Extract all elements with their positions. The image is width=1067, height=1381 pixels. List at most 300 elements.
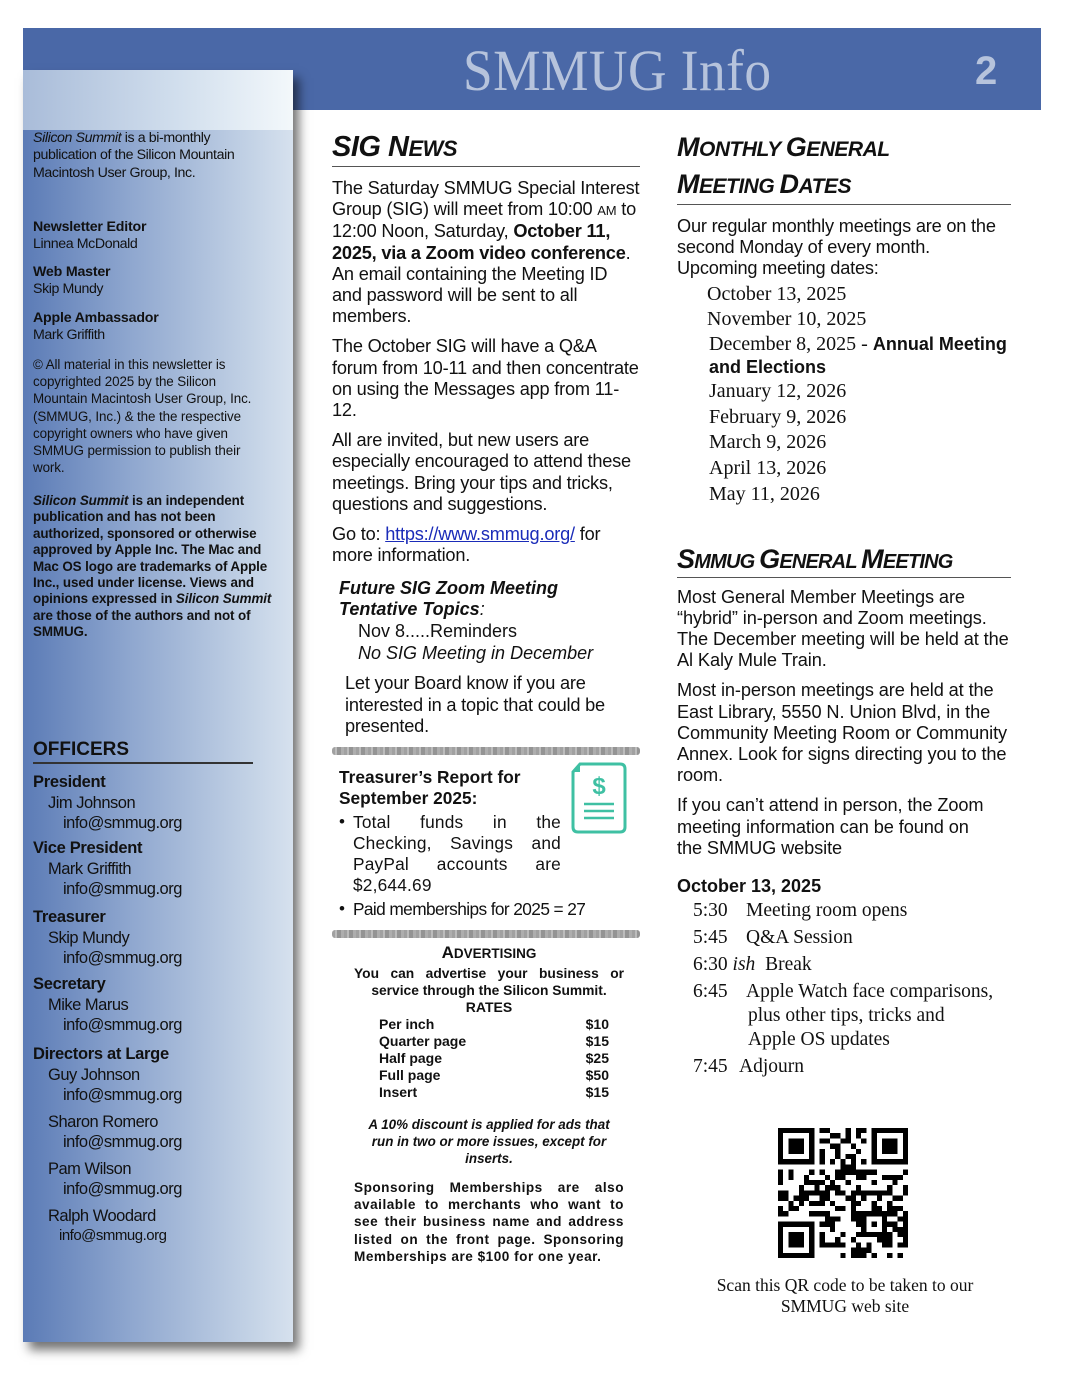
heading-part: M [677,132,699,162]
heading-part: ENERAL [806,138,890,161]
qr-module [861,1227,866,1232]
qr-module [783,1159,788,1164]
agenda-list [677,899,1011,1079]
director-email[interactable]: info@smmug.org [63,1180,182,1198]
qr-module [872,1128,877,1133]
qr-module [783,1211,788,1216]
qr-module [887,1253,892,1258]
qr-module [872,1206,877,1211]
qr-module [851,1201,856,1206]
rate-item: Insert [379,1084,418,1101]
qr-module [872,1211,877,1216]
qr-module [856,1185,861,1190]
qr-module [820,1138,825,1143]
bullet-text: Paid memberships for 2025 = 27 [353,899,586,920]
qr-module [783,1196,788,1201]
qr-module [903,1190,908,1195]
qr-module [903,1237,908,1242]
qr-module [882,1128,887,1133]
qr-module [820,1201,825,1206]
qr-module [804,1180,809,1185]
director-email[interactable]: info@smmug.org [59,1227,167,1244]
director-name: Guy Johnson [48,1065,140,1084]
qr-module [788,1232,793,1237]
page-title: SMMUG Info [463,38,772,103]
heading-part: A [441,943,454,963]
qr-module [830,1201,835,1206]
staff-name: Skip Mundy [33,281,104,298]
qr-module [856,1133,861,1138]
qr-module [809,1222,814,1227]
qr-module [892,1211,897,1216]
qr-module [835,1216,840,1221]
qr-module [903,1159,908,1164]
section-divider [332,930,640,938]
qr-module [804,1222,809,1227]
qr-module [788,1222,793,1227]
meetings-column [677,130,1011,1079]
qr-module [892,1128,897,1133]
sig-date-bold: October 11, 2025, via a Zoom video conference [332,221,626,263]
rate-price: $15 [585,1033,609,1050]
qr-module [783,1128,788,1133]
intro-text: is a bi-monthly publication of the Silicon Mountain Macintosh User Group, Inc. [33,130,235,181]
publication-name: Silicon Summit [33,130,122,146]
qr-module [887,1211,892,1216]
officer-role: Vice President [33,839,143,857]
qr-module [887,1185,892,1190]
qr-module [856,1149,861,1154]
qr-module [851,1206,856,1211]
qr-module [820,1211,825,1216]
qr-module [825,1185,830,1190]
meeting-date: December 8, 2025 - [709,333,873,356]
qr-module [835,1185,840,1190]
monthly-meeting-heading [677,130,1011,204]
qr-module [887,1159,892,1164]
officer-vice-president [33,838,263,900]
qr-module [799,1144,804,1149]
qr-module [877,1159,882,1164]
qr-module [840,1253,845,1258]
bullet-text: Total funds in the Checking, Savings and PayPal accounts are $2,644.69 [353,812,561,896]
qr-module [794,1237,799,1242]
qr-module [840,1170,845,1175]
agenda-text: Apple OS updates [748,1028,890,1050]
qr-module [788,1128,793,1133]
qr-module [872,1138,877,1143]
qr-module [903,1211,908,1216]
meeting-date: April 13, 2026 [709,457,827,480]
qr-module [778,1222,783,1227]
rate-row [379,1050,609,1067]
qr-module [840,1138,845,1143]
qr-module [903,1128,908,1133]
qr-module [892,1180,897,1185]
general-paragraph-3: If you can’t attend in person, the Zoom meeting information can be found on the SMMUG website [677,795,984,858]
staff-ambassador [33,310,263,345]
qr-module [903,1227,908,1232]
qr-module [861,1196,866,1201]
qr-module [866,1190,871,1195]
board-note: Let your Board know if you are interested in a topic that could be presented. [345,673,605,736]
text: . An email containing the Meeting ID and password will be sent to all members. [332,242,631,327]
qr-module [825,1175,830,1180]
qr-module [778,1128,783,1133]
qr-module [861,1222,866,1227]
qr-module [804,1196,809,1201]
qr-module [877,1206,882,1211]
qr-module [851,1144,856,1149]
rate-item: Per inch [379,1016,435,1033]
qr-module [820,1242,825,1247]
qr-module [778,1170,783,1175]
officer-role: Treasurer [33,908,106,926]
rates-label: RATES [465,999,513,1016]
staff-role: Apple Ambassador [33,310,159,326]
agenda-item [693,980,1011,1052]
qr-module [856,1190,861,1195]
qr-module [872,1149,877,1154]
qr-module [872,1144,877,1149]
qr-module [835,1149,840,1154]
qr-module [877,1232,882,1237]
qr-module [882,1138,887,1143]
qr-module [892,1227,897,1232]
qr-module [788,1242,793,1247]
publication-name: Silicon Summit [33,493,129,508]
qr-module [835,1144,840,1149]
rate-price: $50 [585,1067,609,1084]
qr-module [804,1190,809,1195]
heading-part: SIG N [332,131,409,163]
qr-module [820,1159,825,1164]
qr-module [799,1196,804,1201]
qr-module [856,1242,861,1247]
qr-code[interactable] [778,1128,908,1258]
qr-module [887,1138,892,1143]
disclaimer-text: is an independent publication and has not been authorized, sponsored or otherwise approved by Apple Inc. The Mac and Mac OS logo are trademarks of Apple Inc., used under license. Views and opinions expressed in [33,493,268,607]
qr-module [872,1180,877,1185]
qr-module [814,1201,819,1206]
qr-module [872,1154,877,1159]
director-email[interactable]: info@smmug.org [63,1086,182,1104]
qr-module [794,1196,799,1201]
qr-module [835,1133,840,1138]
agenda-text: plus other tips, tricks and [748,1004,945,1026]
meeting-date: January 12, 2026 [709,380,847,403]
officers-heading: OFFICERS [33,738,253,764]
qr-module [778,1196,783,1201]
qr-module [882,1190,887,1195]
agenda-text: Break [765,953,812,975]
qr-module [903,1222,908,1227]
qr-module [898,1159,903,1164]
agenda-date: October 13, 2025 [677,875,822,896]
qr-module [820,1237,825,1242]
heading-part: G [759,543,780,574]
text: Future SIG Zoom Meeting Tentative Topics [339,578,558,620]
qr-module [866,1248,871,1253]
agenda-time: 7:45 [693,1055,728,1077]
officer-secretary [33,974,263,1036]
meeting-date-december [707,333,1011,379]
qr-module [825,1242,830,1247]
qr-module [825,1211,830,1216]
qr-module [778,1133,783,1138]
qr-module [892,1206,897,1211]
rate-row [379,1033,609,1050]
meeting-date: November 10, 2025 [707,308,867,331]
qr-module [825,1138,830,1143]
qr-module [809,1237,814,1242]
qr-module [794,1232,799,1237]
staff-role: Newsletter Editor [33,219,147,235]
rate-row [379,1067,609,1084]
qr-module [882,1222,887,1227]
qr-module [799,1242,804,1247]
qr-module [882,1237,887,1242]
bullet-icon: • [339,812,345,832]
qr-module [809,1133,814,1138]
agenda-text: Q&A Session [746,926,853,948]
qr-module [892,1175,897,1180]
qr-module [882,1175,887,1180]
qr-module [856,1253,861,1258]
sig-news-column [332,130,640,1265]
qr-module [861,1159,866,1164]
qr-module [903,1242,908,1247]
qr-module [799,1222,804,1227]
future-topic-1: Nov 8.....Reminders [358,621,518,642]
discount-note: A 10% discount is applied for ads that run in two or more issues, except for inserts. [368,1117,610,1167]
text: : [479,599,485,620]
rate-price: $25 [585,1050,609,1067]
qr-module [788,1237,793,1242]
qr-module [903,1185,908,1190]
qr-module [856,1222,861,1227]
qr-module [820,1128,825,1133]
qr-module [809,1242,814,1247]
officer-name: Mark Griffith [48,859,132,878]
qr-module [851,1253,856,1258]
advertising-intro: You can advertise your business or service through the Silicon Summit. [354,966,624,999]
qr-module [856,1248,861,1253]
advertising-heading [354,942,624,965]
qr-module [783,1222,788,1227]
meeting-date: May 11, 2026 [709,482,820,505]
qr-module [851,1190,856,1195]
qr-module [887,1149,892,1154]
qr-module [840,1206,845,1211]
qr-module [877,1237,882,1242]
qr-module [825,1196,830,1201]
qr-module [788,1175,793,1180]
qr-module [799,1128,804,1133]
agenda-item [693,926,1011,950]
qr-module [794,1138,799,1143]
heading-part: EWS [408,136,458,161]
qr-module [846,1133,851,1138]
qr-module [887,1222,892,1227]
qr-module [903,1154,908,1159]
rate-item: Half page [379,1050,443,1067]
qr-module [820,1154,825,1159]
heading-part: MMUG [694,550,760,573]
officer-email[interactable]: info@smmug.org [63,880,182,898]
qr-module [809,1180,814,1185]
qr-module [794,1144,799,1149]
heading-part: EETING [882,550,953,573]
qr-module [830,1180,835,1185]
qr-module [856,1128,861,1133]
qr-module [903,1216,908,1221]
qr-module [809,1144,814,1149]
qr-module [898,1128,903,1133]
qr-module [898,1242,903,1247]
qr-module [903,1170,908,1175]
qr-module [887,1201,892,1206]
heading-part: ENERAL [779,550,862,573]
qr-module [877,1196,882,1201]
qr-module [872,1222,877,1227]
heading-part: EETING [699,175,780,198]
qr-module [778,1144,783,1149]
future-topics-heading [332,578,640,620]
qr-module [830,1216,835,1221]
qr-module [887,1237,892,1242]
sig-news-heading [332,130,640,167]
qr-module [877,1211,882,1216]
am-label: AM [597,203,617,219]
agenda-text: Apple Watch face comparisons, [746,980,994,1002]
advertising-section [332,942,624,1265]
director-name: Pam Wilson [48,1159,132,1178]
qr-module [887,1144,892,1149]
qr-module [846,1154,851,1159]
director-email[interactable]: info@smmug.org [63,1133,182,1151]
officer-email[interactable]: info@smmug.org [63,1016,182,1034]
sig-paragraph-2: The October SIG will have a Q&A forum from 10-11 and then concentrate on using the Messages app from 11-12. [332,336,639,421]
qr-module [892,1222,897,1227]
qr-module [856,1216,861,1221]
qr-module [788,1159,793,1164]
text: The Saturday SMMUG Special Interest Group (SIG) will meet from 10:00 [332,178,640,220]
officer-email[interactable]: info@smmug.org [63,949,182,967]
qr-module [788,1149,793,1154]
qr-module [861,1211,866,1216]
qr-module [892,1159,897,1164]
qr-module [820,1180,825,1185]
qr-module [882,1227,887,1232]
agenda-time: 6:45 [693,980,728,1002]
staff-name: Mark Griffith [33,327,105,344]
qr-module [830,1144,835,1149]
qr-module [820,1149,825,1154]
page-number: 2 [975,49,998,93]
qr-module [809,1201,814,1206]
qr-module [846,1138,851,1143]
qr-module [788,1138,793,1143]
qr-module [861,1175,866,1180]
officer-email[interactable]: info@smmug.org [63,814,182,832]
sidebar-intro [33,130,263,182]
future-topic-2: No SIG Meeting in December [358,643,594,664]
qr-module [788,1253,793,1258]
officer-president [33,772,263,834]
qr-module [783,1253,788,1258]
qr-module [820,1196,825,1201]
qr-module [799,1159,804,1164]
qr-module [778,1154,783,1159]
agenda-time-suffix: ish [732,953,756,975]
qr-module [866,1211,871,1216]
sig-paragraph-1 [332,178,640,327]
qr-module [861,1216,866,1221]
qr-module [799,1149,804,1154]
qr-module [846,1164,851,1169]
qr-module [872,1201,877,1206]
rates-table [379,1016,609,1101]
qr-module [851,1159,856,1164]
qr-module [882,1149,887,1154]
qr-module [856,1175,861,1180]
qr-module [799,1185,804,1190]
publication-name: Silicon Summit [175,591,272,607]
qr-module [809,1138,814,1143]
qr-module [892,1138,897,1143]
smmug-website-link[interactable]: https://www.smmug.org/ [385,524,575,545]
qr-caption: Scan this QR code to be taken to our SMMUG web site [716,1275,974,1316]
heading-part: S [677,543,695,574]
qr-module [840,1164,845,1169]
qr-module [846,1196,851,1201]
qr-module [778,1237,783,1242]
qr-module [872,1159,877,1164]
qr-module [778,1206,783,1211]
qr-module [882,1211,887,1216]
heading-part: M [861,543,883,574]
qr-module [799,1232,804,1237]
qr-module [794,1253,799,1258]
heading-part: M [677,169,699,199]
qr-module [856,1232,861,1237]
qr-module [872,1232,877,1237]
heading-part: DVERTISING [453,946,537,962]
qr-module [887,1175,892,1180]
qr-module [851,1196,856,1201]
qr-module [809,1149,814,1154]
qr-module [830,1242,835,1247]
officer-role: President [33,773,106,791]
qr-module [898,1196,903,1201]
qr-module [809,1253,814,1258]
directors-at-large [33,1044,263,1247]
rate-item: Quarter page [379,1033,467,1050]
staff-role: Web Master [33,264,111,280]
qr-module [903,1144,908,1149]
qr-module [778,1138,783,1143]
qr-module [887,1190,892,1195]
treasurer-heading: Treasurer’s Report for September 2025: [339,767,521,809]
qr-module [892,1196,897,1201]
qr-module [877,1128,882,1133]
text: Go to: [332,524,386,545]
qr-module [809,1159,814,1164]
heading-part: ATES [798,175,851,198]
qr-module [825,1222,830,1227]
qr-module [809,1128,814,1133]
